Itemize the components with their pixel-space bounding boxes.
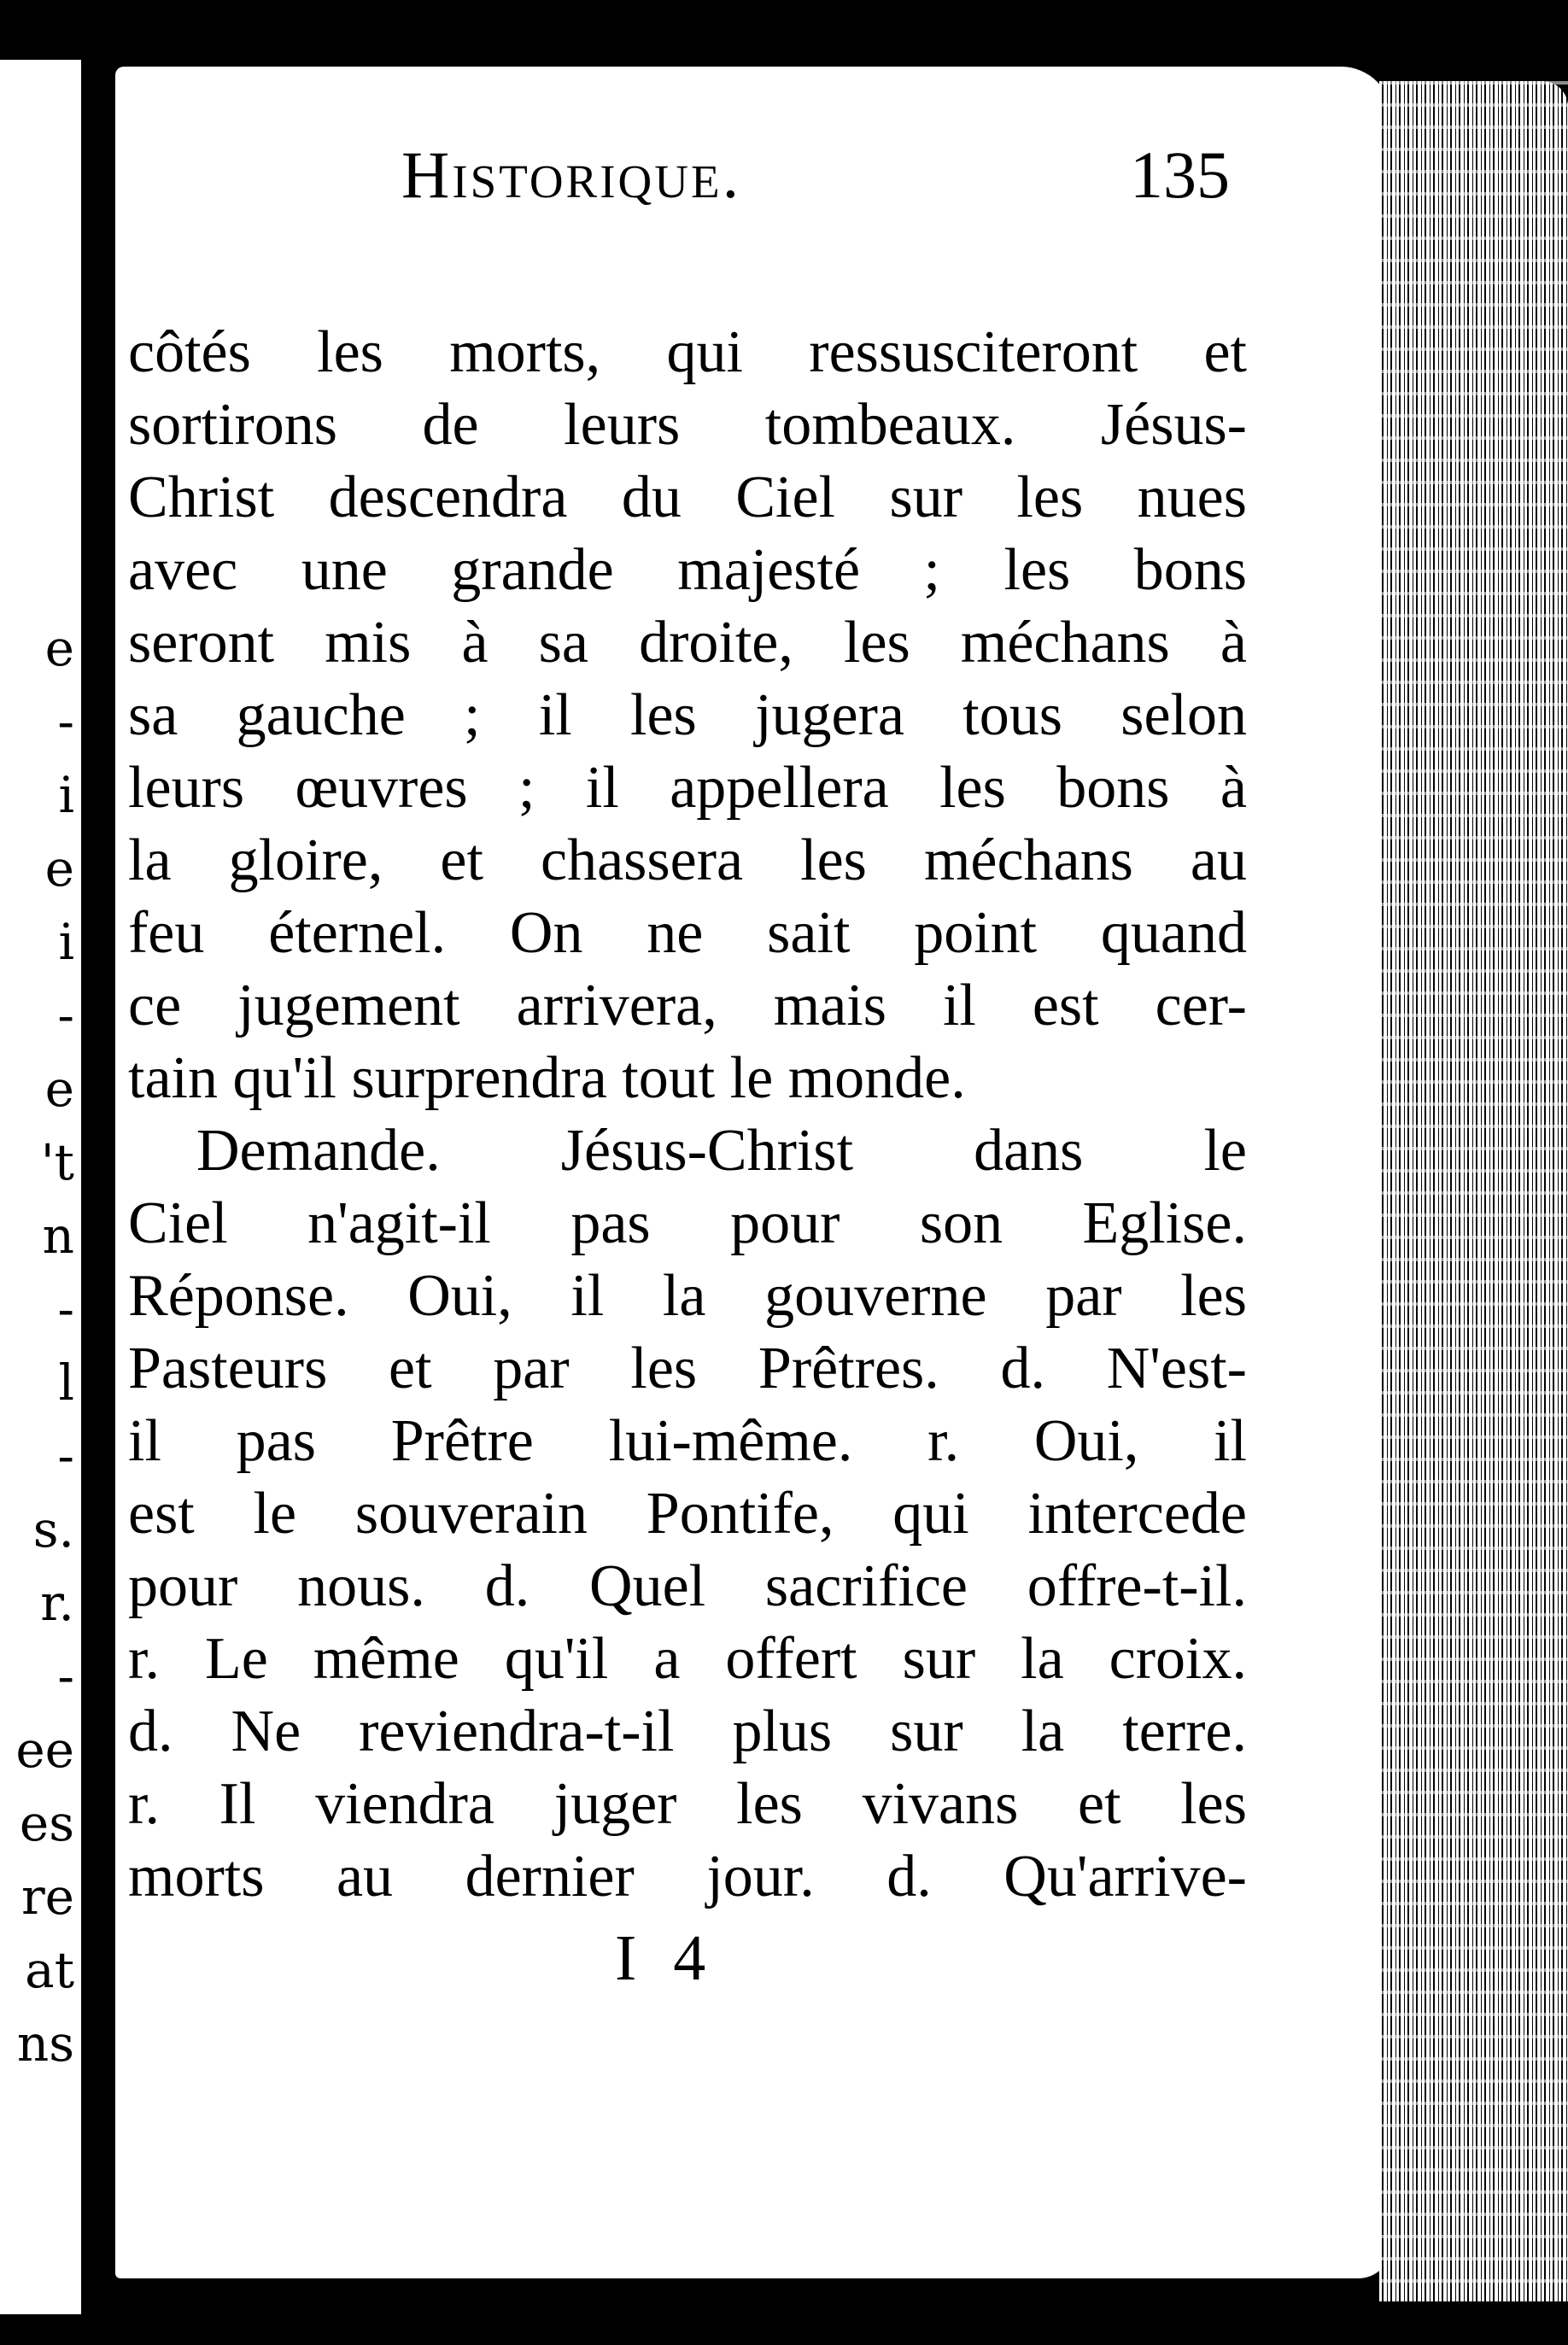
text-line: tain qu'il surprendra tout le monde.	[128, 1045, 966, 1111]
left-page-fragment: i	[58, 913, 74, 971]
running-head	[137, 137, 1230, 239]
left-page-fragment: n	[42, 1207, 74, 1265]
signature-mark: I 4	[615, 1922, 717, 1994]
left-page-fragment: -	[57, 1427, 74, 1485]
left-page-fragment: -	[57, 986, 74, 1044]
text-line: Christ descendra du Ciel sur les nues	[128, 465, 1247, 530]
left-page-fragment: s.	[32, 1500, 74, 1558]
text-line: la gloire, et chassera les méchans au	[128, 827, 1247, 893]
body-text	[128, 316, 1247, 1913]
text-line: r. Il viendra juger les vivans et les	[128, 1771, 1247, 1837]
text-line: côtés les morts, qui ressusciteront et	[128, 319, 1247, 385]
text-line: sortirons de leurs tombeaux. Jésus-	[128, 392, 1247, 458]
text-line: r. Le même qu'il a offert sur la croix.	[128, 1626, 1247, 1692]
left-page-fragment: ee	[15, 1721, 74, 1779]
text-line: pour nous. d. Quel sacrifice offre-t-il.	[128, 1553, 1247, 1619]
left-page-fragment: -	[57, 1647, 74, 1705]
running-title: Historique.	[401, 137, 742, 212]
text-line: est le souverain Pontife, qui intercede	[128, 1481, 1247, 1547]
text-line: seront mis à sa droite, les méchans à	[128, 610, 1247, 675]
text-line: Réponse. Oui, il la gouverne par les	[128, 1263, 1247, 1329]
text-line: Pasteurs et par les Prêtres. d. N'est-	[128, 1336, 1247, 1401]
left-page-fragment: r.	[40, 1574, 74, 1632]
text-line: il pas Prêtre lui-même. r. Oui, il	[128, 1408, 1247, 1474]
text-line: feu éternel. On ne sait point quand	[128, 900, 1247, 966]
left-page-fragment: i	[58, 766, 74, 824]
left-page-fragment: es	[19, 1794, 74, 1852]
left-page-strip	[0, 60, 81, 2314]
text-line: leurs œuvres ; il appellera les bons à	[128, 755, 1247, 821]
text-line: ce jugement arrivera, mais il est cer-	[128, 973, 1247, 1038]
left-page-fragment: -	[57, 693, 74, 751]
text-line: d. Ne reviendra-t-il plus sur la terre.	[128, 1699, 1247, 1764]
left-page-fragment: e	[44, 619, 74, 677]
left-page-fragment: re	[20, 1868, 74, 1926]
left-page-fragment: at	[25, 1941, 74, 1999]
book-fore-edge	[1379, 81, 1568, 2301]
left-page-fragment: l	[58, 1354, 74, 1412]
page-number: 135	[1130, 137, 1230, 212]
left-page-fragment: e	[44, 1060, 74, 1118]
left-page-fragment: -	[57, 1280, 74, 1338]
text-line: Demande. Jésus-Christ dans le	[196, 1118, 1247, 1184]
left-page-fragment: ns	[16, 2015, 74, 2073]
text-line: avec une grande majesté ; les bons	[128, 537, 1247, 603]
left-page-fragment: e	[44, 839, 74, 898]
left-page-fragment: 't	[40, 1133, 74, 1191]
text-line: morts au dernier jour. d. Qu'arrive-	[128, 1844, 1247, 1909]
text-line: Ciel n'agit-il pas pour son Eglise.	[128, 1190, 1247, 1256]
text-line: sa gauche ; il les jugera tous selon	[128, 682, 1247, 748]
